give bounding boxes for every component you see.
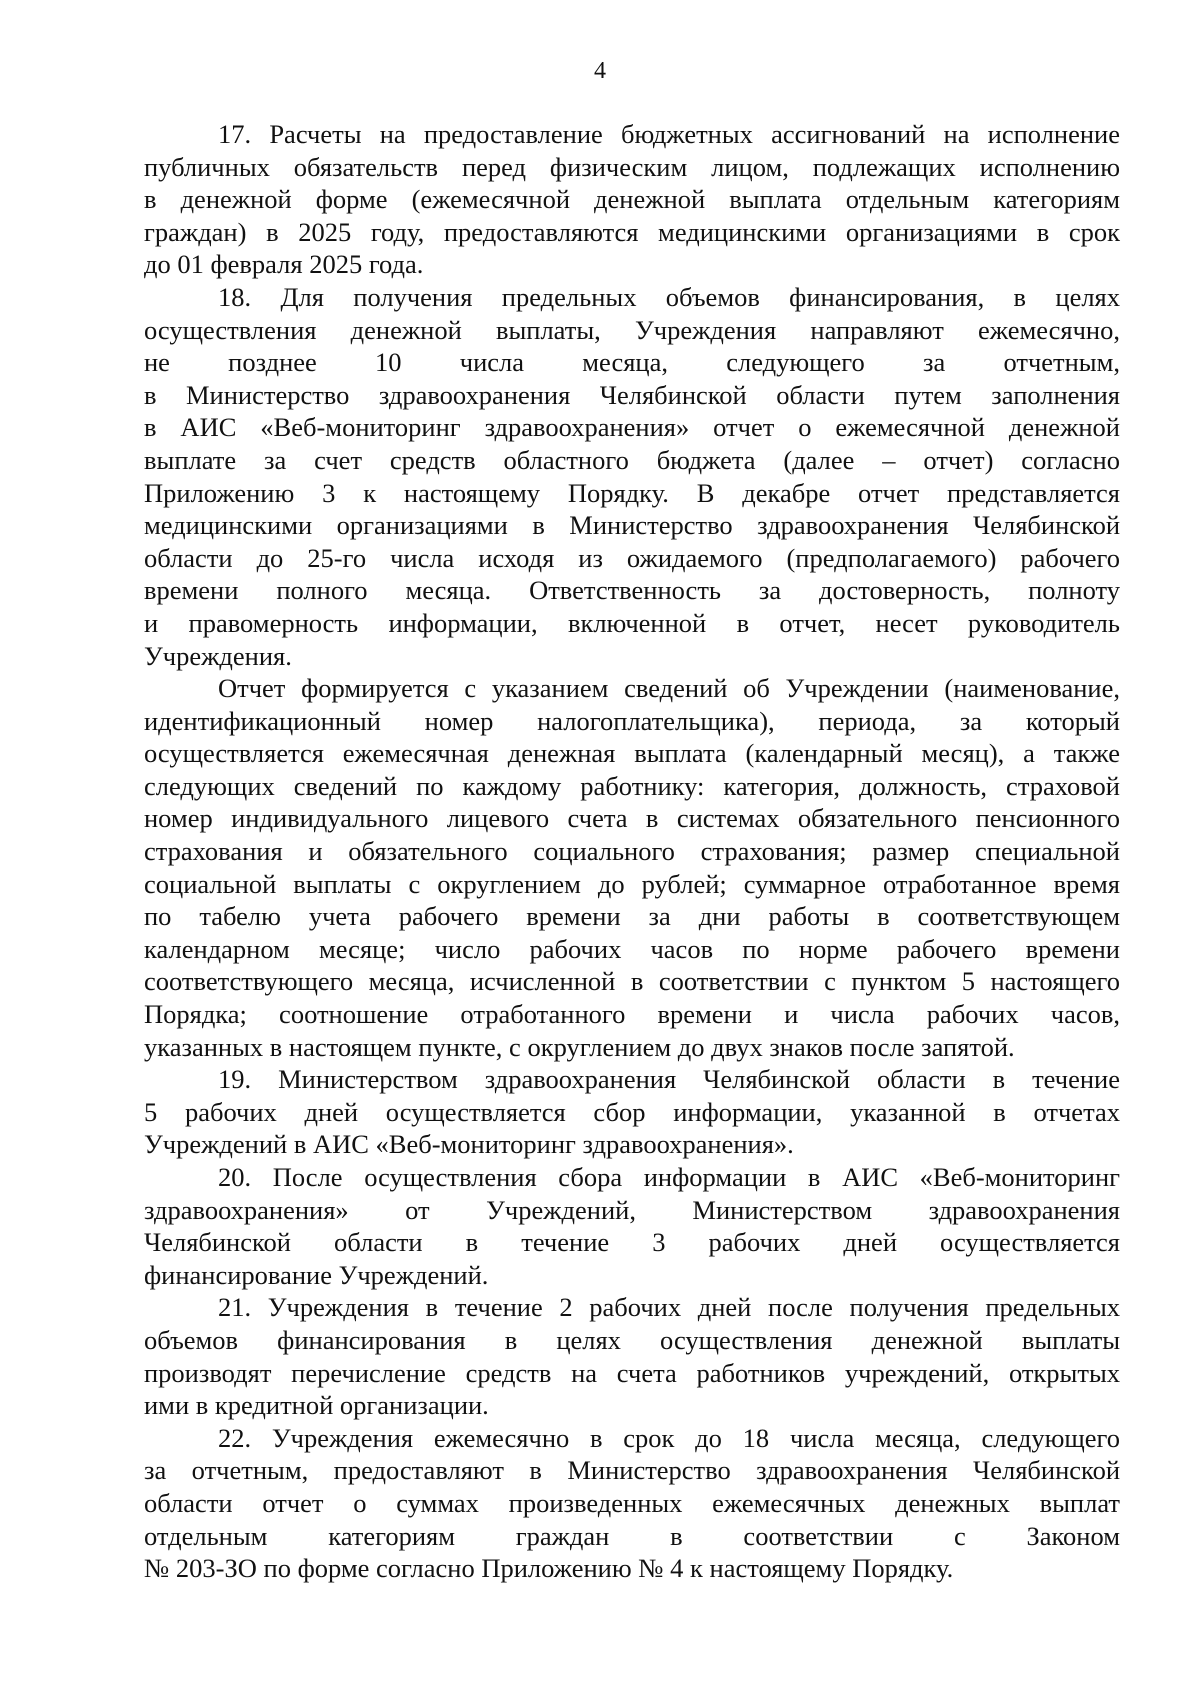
text-line: Учреждения.: [144, 640, 292, 671]
text-line: календарном месяце; число рабочих часов по норме рабочего времени: [144, 933, 1120, 964]
text-line: ими в кредитной организации.: [144, 1390, 489, 1421]
text-line: выплате за счет средств областного бюджета (далее – отчет) согласно: [144, 444, 1120, 475]
text-line: 17. Расчеты на предоставление бюджетных ассигнований на исполнение: [218, 119, 1120, 149]
text-line: номер индивидуального лицевого счета в системах обязательного пенсионного: [144, 803, 1120, 834]
text-line: отдельным категориям граждан в соответствии с Законом: [144, 1520, 1120, 1551]
text-line: 22. Учреждения ежемесячно в срок до 18 числа месяца, следующего: [218, 1422, 1120, 1453]
text-line: Отчет формируется с указанием сведений об Учреждении (наименование,: [218, 673, 1120, 704]
text-line: соответствующего месяца, исчисленной в соответствии с пунктом 5 настоящего: [144, 966, 1120, 997]
text-line: осуществления денежной выплаты, Учреждения направляют ежемесячно,: [144, 314, 1120, 345]
text-line: медицинскими организациями в Министерство здравоохранения Челябинской: [144, 510, 1120, 541]
text-line: финансирование Учреждений.: [144, 1259, 489, 1290]
paragraph-22: [144, 1422, 1120, 1585]
text-line: до 01 февраля 2025 года.: [144, 249, 424, 280]
text-line: и правомерность информации, включенной в отчет, несет руководитель: [144, 607, 1120, 638]
text-line: области до 25-го числа исходя из ожидаемого (предполагаемого) рабочего: [144, 542, 1120, 573]
text-line: страхования и обязательного социального страхования; размер специальной: [144, 836, 1120, 867]
text-line: по табелю учета рабочего времени за дни работы в соответствующем: [144, 901, 1120, 932]
text-line: времени полного месяца. Ответственность за достоверность, полноту: [144, 575, 1120, 606]
text-line: 19. Министерством здравоохранения Челябинской области в течение: [218, 1064, 1120, 1095]
paragraph-17: [144, 118, 1120, 281]
paragraph-19: [144, 1063, 1120, 1161]
text-line: здравоохранения» от Учреждений, Министерством здравоохранения: [144, 1194, 1120, 1225]
text-line: осуществляется ежемесячная денежная выплата (календарный месяц), а также: [144, 738, 1120, 769]
text-line: Учреждений в АИС «Веб-мониторинг здравоохранения».: [144, 1129, 794, 1160]
paragraph-18-report: [144, 672, 1120, 1063]
text-line: в денежной форме (ежемесячной денежной выплата отдельным категориям: [144, 184, 1120, 215]
text-line: следующих сведений по каждому работнику: категория, должность, страховой: [144, 770, 1120, 801]
text-line: в Министерство здравоохранения Челябинской области путем заполнения: [144, 379, 1120, 410]
text-line: 5 рабочих дней осуществляется сбор информации, указанной в отчетах: [144, 1096, 1120, 1127]
text-line: Порядка; соотношение отработанного времени и числа рабочих часов,: [144, 999, 1120, 1030]
text-line: производят перечисление средств на счета работников учреждений, открытых: [144, 1357, 1120, 1388]
text-line: идентификационный номер налогоплательщика), периода, за который: [144, 705, 1120, 736]
text-line: № 203-ЗО по форме согласно Приложению № 4 к настоящему Порядку.: [144, 1553, 954, 1584]
text-line: в АИС «Веб-мониторинг здравоохранения» отчет о ежемесячной денежной: [144, 412, 1120, 443]
text-line: 18. Для получения предельных объемов финансирования, в целях: [218, 281, 1120, 312]
text-line: указанных в настоящем пункте, с округлением до двух знаков после запятой.: [144, 1031, 1015, 1062]
paragraph-21: [144, 1291, 1120, 1421]
text-line: за отчетным, предоставляют в Министерство здравоохранения Челябинской: [144, 1455, 1120, 1486]
text-line: 20. После осуществления сбора информации в АИС «Веб-мониторинг: [218, 1162, 1120, 1192]
paragraph-18: [144, 281, 1120, 672]
text-line: 21. Учреждения в течение 2 рабочих дней после получения предельных: [218, 1292, 1120, 1323]
text-line: публичных обязательств перед физическим лицом, подлежащих исполнению: [144, 151, 1120, 182]
text-line: области отчет о суммах произведенных ежемесячных денежных выплат: [144, 1487, 1120, 1518]
text-line: Челябинской области в течение 3 рабочих дней осуществляется: [144, 1227, 1120, 1258]
page-number: 4: [594, 58, 606, 84]
text-line: Приложению 3 к настоящему Порядку. В декабре отчет представляется: [144, 477, 1120, 508]
text-line: объемов финансирования в целях осуществления денежной выплаты: [144, 1324, 1120, 1355]
paragraph-20: [144, 1161, 1120, 1291]
text-line: не позднее 10 числа месяца, следующего за отчетным,: [144, 347, 1120, 378]
document-body: [144, 118, 1120, 1585]
text-line: социальной выплаты с округлением до рублей; суммарное отработанное время: [144, 868, 1120, 899]
text-line: граждан) в 2025 году, предоставляются медицинскими организациями в срок: [144, 216, 1120, 247]
